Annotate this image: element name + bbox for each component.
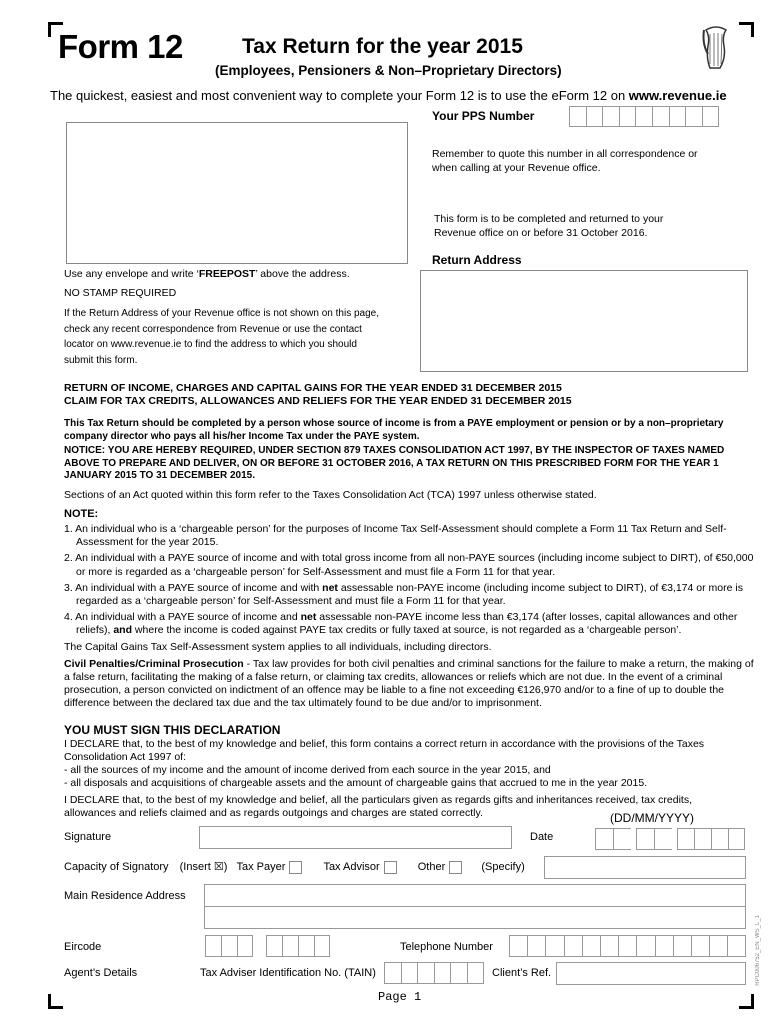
civil-penalties-body: - Tax law provides for both civil penalties and criminal sanctions for the failure to make a return, the making of a false return, facilitating the making of a false return, or claiming tax credits, allowances or reliefs which are not due. In the event of a criminal prosecution, a person convicted on indictment of an offence may be liable to a fine not exceeding €126,970 and/or to a fine of up to double the difference between the declared tax due and the tax ultimately found to be due and/or to imprisonment. xyxy=(64,657,754,710)
completed-by-text: This Tax Return should be completed by a person whose source of income is from a PAYE employment or pension or by a non–proprietary company director who pays all his/her Income Tax under the PAYE system. xyxy=(64,418,724,442)
cgt-text: The Capital Gains Tax Self-Assessment system applies to all individuals, including directors. xyxy=(64,640,492,653)
signature-label: Signature xyxy=(64,831,112,843)
residence-line-2[interactable] xyxy=(204,906,746,929)
note-4-a: 4. An individual with a PAYE source of income and xyxy=(64,611,301,624)
form-title: Form 12 xyxy=(58,28,183,65)
note-4-net: net xyxy=(300,611,317,624)
insert-hint: (Insert ☒) xyxy=(179,861,228,873)
freepost-instruction xyxy=(64,267,384,281)
tain-label: Tax Adviser Identification No. (TAIN) xyxy=(200,967,376,979)
signature-field[interactable] xyxy=(199,826,512,849)
pps-label: Your PPS Number xyxy=(432,109,535,123)
eform-notice xyxy=(50,88,727,103)
advisor-checkbox[interactable] xyxy=(384,861,397,874)
return-address-help: If the Return Address of your Revenue office is not shown on this page, check any recent correspondence from Revenue or use the contact locator on www.revenue.ie to find the address to which you should submit this form. xyxy=(64,308,380,366)
freepost-post: ’ above the address. xyxy=(255,268,350,280)
capacity-row xyxy=(64,860,525,874)
eircode-routing-field[interactable] xyxy=(205,935,253,957)
no-stamp-text: NO STAMP REQUIRED xyxy=(64,287,177,299)
crop-mark-bottom-right xyxy=(739,994,754,1009)
harp-emblem-icon xyxy=(696,24,738,72)
revenue-link[interactable]: www.revenue.ie xyxy=(628,88,727,103)
note-4-b: assessable non-PAYE income less than €3,174 (after losses, capital allowances and other reliefs), xyxy=(76,611,738,637)
side-code: RPC006752_EN_WS_L_1 xyxy=(755,915,761,986)
sections-text: Sections of an Act quoted within this form refer to the Taxes Consolidation Act (TCA) 1997 unless otherwise stated. xyxy=(64,489,597,501)
crop-mark-bottom-left xyxy=(48,994,63,1009)
agent-label: Agent’s Details xyxy=(64,967,138,979)
note-3-b: assessable non-PAYE income (including income subject to DIRT), of €3,174 or more is regarded as a ‘chargeable person’ for Self-Assessment and must file a Form 11 for that year. xyxy=(76,581,743,608)
taxpayer-label: Tax Payer xyxy=(236,861,286,873)
date-label: Date xyxy=(530,831,554,843)
residence-line-1[interactable] xyxy=(204,884,746,907)
declaration-heading: YOU MUST SIGN THIS DECLARATION xyxy=(64,723,281,737)
freepost-word: FREEPOST xyxy=(198,268,256,280)
note-3-net: net xyxy=(322,581,338,594)
telephone-label: Telephone Number xyxy=(400,941,493,953)
note-4 xyxy=(64,611,754,637)
specify-field[interactable] xyxy=(544,856,746,879)
notice-text: NOTICE: YOU ARE HEREBY REQUIRED, UNDER SECTION 879 TAXES CONSOLIDATION ACT 1997, BY THE INSPECTOR OF TAXES NAMED ABOVE TO PREPARE AND DELIVER, ON OR BEFORE 31 OCTOBER 2016, A TAX RETURN ON THIS PRESCRIBED FORM FOR THE YEAR 1 JANUARY 2015 TO 31 DECEMBER 2015. xyxy=(64,445,725,481)
notes-list xyxy=(64,523,754,711)
date-format-hint: (DD/MM/YYYY) xyxy=(610,811,694,825)
note-1: 1. An individual who is a ‘chargeable person’ for the purposes of Income Tax Self-Assessment should complete a Form 11 Tax Return and Self-Assessment for the year 2015. xyxy=(64,523,727,549)
pps-remember-text: Remember to quote this number in all correspondence or when calling at your Revenue office. xyxy=(432,148,698,174)
civil-penalties-text xyxy=(64,658,754,711)
specify-label: (Specify) xyxy=(481,861,525,873)
note-3 xyxy=(64,582,754,608)
declaration-item-2: - all disposals and acquisitions of chargeable assets and the amount of chargeable gains that accrued to me in the year 2015. xyxy=(64,777,648,789)
client-ref-label: Client’s Ref. xyxy=(492,967,552,979)
pps-number-field[interactable] xyxy=(569,106,719,127)
note-3-a: 3. An individual with a PAYE source of income and with xyxy=(64,581,323,594)
page-title: Tax Return for the year 2015 xyxy=(242,35,523,58)
freepost-pre: Use any envelope and write ‘ xyxy=(64,268,199,280)
return-address-box xyxy=(420,270,748,372)
note-2: 2. An individual with a PAYE source of income and with total gross income from all non-PAYE sources (including income subject to DIRT), of €50,000 or more is regarded as a ‘chargeable person’ for Self-Assessment and must file a Form 11 for that year. xyxy=(64,552,754,578)
eircode-unique-field[interactable] xyxy=(266,935,330,957)
advisor-label: Tax Advisor xyxy=(323,861,380,873)
return-address-label: Return Address xyxy=(432,253,522,267)
declaration-block xyxy=(64,738,754,820)
declaration-1: I DECLARE that, to the best of my knowledge and belief, this form contains a correct return in accordance with the provisions of the Taxes Consolidation Act 1997 of: xyxy=(64,738,705,763)
date-field[interactable] xyxy=(595,828,745,850)
civil-penalties-label: Civil Penalties/Criminal Prosecution xyxy=(64,657,244,670)
other-checkbox[interactable] xyxy=(449,861,462,874)
telephone-field[interactable] xyxy=(509,935,746,957)
taxpayer-address-box xyxy=(66,122,408,264)
crop-mark-top-right xyxy=(739,22,754,37)
taxpayer-checkbox[interactable] xyxy=(289,861,302,874)
return-heading: RETURN OF INCOME, CHARGES AND CAPITAL GAINS FOR THE YEAR ENDED 31 DECEMBER 2015 xyxy=(64,382,562,394)
note-4-and: and xyxy=(113,624,133,637)
page-number: Page 1 xyxy=(378,990,422,1004)
note-4-c: where the income is coded against PAYE tax credits or fully taxed at source, is not regarded as a ‘chargeable person’. xyxy=(132,624,682,637)
other-label: Other xyxy=(417,861,446,873)
declaration-2: I DECLARE that, to the best of my knowledge and belief, all the particulars given as regards gifts and inheritances received, tax credits, allowances and reliefs claimed and as regards outgoings and charges are stated correctly. xyxy=(64,794,692,819)
tain-field[interactable] xyxy=(384,962,484,984)
eircode-label: Eircode xyxy=(64,941,102,953)
eform-notice-text: The quickest, easiest and most convenient way to complete your Form 12 is to use the eForm 12 on xyxy=(50,88,629,103)
claim-heading: CLAIM FOR TAX CREDITS, ALLOWANCES AND RELIEFS FOR THE YEAR ENDED 31 DECEMBER 2015 xyxy=(64,395,572,407)
deadline-text: This form is to be completed and returned to your Revenue office on or before 31 October 2016. xyxy=(434,213,664,239)
residence-label: Main Residence Address xyxy=(64,890,186,902)
declaration-item-1: - all the sources of my income and the amount of income derived from each source in the year 2015, and xyxy=(64,764,551,776)
note-label: NOTE: xyxy=(64,508,99,520)
client-ref-field[interactable] xyxy=(556,962,746,985)
capacity-label: Capacity of Signatory xyxy=(64,861,169,873)
page-subtitle: (Employees, Pensioners & Non–Proprietary Directors) xyxy=(215,63,562,78)
